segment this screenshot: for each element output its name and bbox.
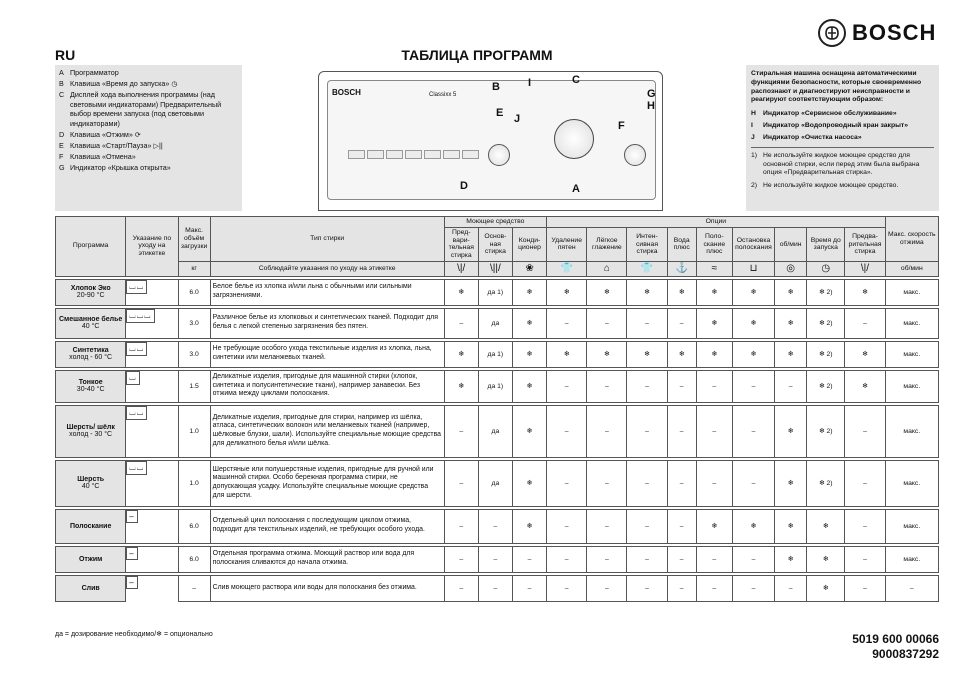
option-cell: ❄: [667, 341, 696, 367]
option-cell: –: [478, 509, 512, 543]
care-label-cell: –: [126, 547, 137, 560]
option-cell: ❄: [547, 279, 587, 305]
option-cell: –: [444, 460, 478, 506]
legend-item: [59, 79, 238, 89]
option-cell: –: [547, 575, 587, 601]
option-cell: –: [732, 546, 774, 572]
option-cell: ❄: [444, 341, 478, 367]
option-cell: да: [478, 308, 512, 338]
option-cell: ❄: [807, 575, 845, 601]
option-cell: ❄: [667, 279, 696, 305]
col-stain-removal: Удаление пятен: [547, 227, 587, 261]
max-load-cell: –: [178, 575, 210, 601]
option-cell: ❄: [845, 370, 885, 402]
option-cell: ❄: [845, 341, 885, 367]
option-cell: да: [478, 460, 512, 506]
option-cell: –: [547, 460, 587, 506]
panel-button: [386, 150, 403, 159]
option-cell: –: [732, 405, 774, 457]
max-load-cell: 6.0: [178, 546, 210, 572]
panel-button-row: [348, 150, 479, 159]
legend-text: Индикатор «Сервисное обслуживание»: [763, 110, 897, 118]
programme-selector-knob-icon: [554, 119, 594, 159]
option-cell: –: [587, 308, 627, 338]
legend-text: Индикатор «Крышка открыта»: [70, 162, 171, 172]
programme-table: [55, 216, 939, 602]
header-row: [56, 217, 939, 228]
legend-key: A: [59, 68, 64, 77]
legend-item: [59, 68, 238, 78]
programme-name-cell: [56, 509, 126, 543]
option-cell: –: [587, 460, 627, 506]
option-cell: –: [547, 546, 587, 572]
care-label-cell: ⌴⌴: [126, 461, 147, 475]
legend-key: G: [59, 162, 65, 172]
wash-type-description: Слив моющего раствора или воды для полоскания без отжима.: [210, 575, 444, 601]
option-cell: –: [478, 546, 512, 572]
programme-name-cell: [56, 279, 126, 305]
col-wash-type-note: Соблюдайте указания по уходу на этикетке: [210, 262, 444, 277]
intensive-wash-icon: 👕: [627, 262, 667, 277]
panel-button: [443, 150, 460, 159]
option-cell: –: [587, 370, 627, 402]
wash-type-description: Различное белье из хлопковых и синтетических тканей. Подходит для белья с легкой степенью загрязнения без пятен.: [210, 308, 444, 338]
option-cell: –: [627, 370, 667, 402]
programme-temperature: холод - 30 °C: [69, 431, 113, 439]
col-kg: кг: [178, 262, 210, 277]
col-delay-start: Время до запуска: [807, 227, 845, 261]
option-cell: ❄: [512, 405, 546, 457]
col-rpm: об/мин: [775, 227, 807, 261]
option-cell: ❄: [732, 509, 774, 543]
option-cell: –: [512, 575, 546, 601]
bottom-footnote: да = дозирование необходимо/❄ = опционально: [55, 631, 213, 638]
option-cell: ❄: [775, 405, 807, 457]
programme-temperature: 30-40 °C: [76, 386, 105, 394]
brand-logo: [818, 16, 936, 50]
brand-name: BOSCH: [852, 20, 937, 45]
option-cell: –: [627, 546, 667, 572]
spin-icon: ◎: [775, 262, 807, 277]
option-cell: ❄: [627, 279, 667, 305]
option-cell: –: [732, 370, 774, 402]
option-cell: –: [845, 405, 885, 457]
option-cell: –: [775, 575, 807, 601]
care-label-cell: ⌴⌴: [126, 280, 147, 294]
legend-key: C: [59, 90, 65, 99]
table-row: [56, 546, 939, 572]
footnote-key: 2): [751, 182, 758, 190]
table-row: [56, 370, 939, 402]
option-cell: ❄: [512, 308, 546, 338]
control-panel: [327, 80, 656, 200]
page-title: ТАБЛИЦА ПРОГРАММ: [401, 47, 553, 63]
col-program: Программа: [56, 217, 126, 277]
option-cell: –: [775, 370, 807, 402]
option-cell: ❄ 2): [807, 370, 845, 402]
option-cell: –: [732, 575, 774, 601]
option-cell: ❄: [547, 341, 587, 367]
option-cell: ❄: [512, 370, 546, 402]
callout-i: I: [528, 77, 532, 89]
option-cell: ❄: [444, 370, 478, 402]
option-cell: ❄: [512, 460, 546, 506]
panel-button: [462, 150, 479, 159]
max-load-cell: 3.0: [178, 341, 210, 367]
machine-model: Classixx 5: [429, 92, 457, 98]
option-cell: –: [627, 405, 667, 457]
option-cell: ❄: [845, 279, 885, 305]
option-cell: –: [845, 509, 885, 543]
col-prewash: Пред-вари-тельная стирка: [444, 227, 478, 261]
footnote: [751, 152, 934, 178]
option-cell: ❄: [732, 308, 774, 338]
col-conditioner: Конди-ционер: [512, 227, 546, 261]
iron-icon: ⌂: [587, 262, 627, 277]
option-cell: ❄: [587, 279, 627, 305]
callout-j: J: [514, 113, 521, 125]
programme-name: Слив: [81, 584, 100, 592]
option-cell: ❄: [732, 279, 774, 305]
programme-name: Полоскание: [69, 522, 112, 530]
document-code: 9000837292: [872, 647, 939, 661]
col-easy-iron: Лёгкое глажение: [587, 227, 627, 261]
rinse-plus-icon: ≈: [696, 262, 732, 277]
programme-table-body: [56, 276, 939, 601]
programme-name-cell: [56, 341, 126, 367]
option-cell: –: [547, 308, 587, 338]
callout-g: G: [647, 88, 656, 100]
option-cell: –: [845, 308, 885, 338]
max-load-cell: 6.0: [178, 509, 210, 543]
legend-key: B: [59, 79, 64, 88]
panel-button: [424, 150, 441, 159]
option-cell: –: [696, 546, 732, 572]
option-cell: –: [587, 546, 627, 572]
panel-button: [348, 150, 365, 159]
callout-h: H: [647, 100, 655, 112]
option-cell: ❄ 2): [807, 460, 845, 506]
water-plus-icon: ⚓: [667, 262, 696, 277]
option-cell: макс.: [885, 509, 938, 543]
option-cell: –: [547, 509, 587, 543]
prewash-compartment-icon: \|/: [444, 262, 478, 277]
option-cell: –: [667, 405, 696, 457]
document-code: 5019 600 00066: [852, 632, 939, 646]
legend-text: Клавиша «Старт/Пауза» ▷||: [70, 140, 163, 150]
legend-text: Клавиша «Время до запуска» ◷: [70, 79, 178, 88]
programme-name: Смешанное белье: [59, 316, 123, 324]
conditioner-compartment-icon: ❀: [512, 262, 546, 277]
option-cell: макс.: [885, 370, 938, 402]
table-row: [56, 308, 939, 338]
callout-d: D: [460, 180, 468, 192]
care-label-cell: –: [126, 510, 137, 523]
footnote-text: Не используйте жидкое моющее средство для основной стирки, если перед этим была выбрана опция «Предварительная стирка».: [763, 151, 920, 177]
legend-key: D: [59, 129, 65, 139]
clock-icon: ◷: [807, 262, 845, 277]
callout-c: C: [572, 74, 580, 86]
machine-brand: BOSCH: [332, 88, 361, 97]
programme-name: Тонкое: [78, 379, 103, 387]
table-row: [56, 279, 939, 305]
option-cell: ❄: [807, 546, 845, 572]
option-cell: –: [845, 460, 885, 506]
legend-text: Индикатор «Очистка насоса»: [763, 133, 862, 141]
main-wash-compartment-icon: \||/: [478, 262, 512, 277]
footnote: [751, 182, 934, 191]
legend-item: [59, 90, 238, 128]
col-main-wash: Основ-ная стирка: [478, 227, 512, 261]
option-cell: –: [667, 546, 696, 572]
option-cell: –: [667, 460, 696, 506]
option-cell: ❄: [512, 279, 546, 305]
care-label-cell: ⌴: [126, 371, 139, 385]
col-water-plus: Вода плюс: [667, 227, 696, 261]
option-cell: –: [444, 575, 478, 601]
col-rinse-plus: Поло-скание плюс: [696, 227, 732, 261]
option-cell: ❄: [444, 279, 478, 305]
programme-name: Синтетика: [72, 347, 109, 355]
legend-item: [59, 152, 238, 162]
option-cell: макс.: [885, 405, 938, 457]
wash-type-description: Деликатные изделия, пригодные для машинной стирки (хлопок, синтетика и полусинтетические ткани), например занавески. Без отжима между циклами полоскания.: [210, 370, 444, 402]
option-cell: –: [627, 308, 667, 338]
col-max-load: Макс. объём загрузки: [178, 217, 210, 262]
legend-item: [751, 110, 934, 119]
programme-name-cell: [56, 370, 126, 402]
table-row: [56, 405, 939, 457]
programme-temperature: 40 °C: [81, 483, 100, 491]
option-cell: ❄: [775, 546, 807, 572]
option-cell: да: [478, 405, 512, 457]
programme-name-cell: [56, 308, 126, 338]
care-label-cell: ⌴⌴: [126, 342, 147, 356]
option-cell: ❄: [696, 308, 732, 338]
machine-control-panel-diagram: [318, 71, 663, 211]
delay-start-knob-icon: [488, 144, 510, 166]
option-cell: ❄: [807, 509, 845, 543]
care-label-cell: ⌴⌴⌴: [126, 309, 154, 323]
callout-a: A: [572, 183, 580, 195]
col-group-options: Опции: [547, 217, 886, 228]
option-cell: ❄: [696, 279, 732, 305]
col-intensive: Интен-сивная стирка: [627, 227, 667, 261]
option-cell: –: [587, 509, 627, 543]
language-code: RU: [55, 47, 76, 63]
legend-text: Индикатор «Водопроводный кран закрыт»: [763, 122, 909, 130]
col-rinse-hold: Остановка полоскания: [732, 227, 774, 261]
wash-type-description: Не требующие особого ухода текстильные изделия из хлопка, льна, синтетики или меланжевых тканей.: [210, 341, 444, 367]
table-row: [56, 341, 939, 367]
programme-name-cell: [56, 405, 126, 457]
option-cell: макс.: [885, 460, 938, 506]
safety-intro: Стиральная машина оснащена автоматическими функциями безопасности, которые своевременно распознают и диагностируют неисправности и реагируют соответствующим образом:: [751, 70, 922, 104]
start-pause-knob-icon: [624, 144, 646, 166]
callout-e: E: [496, 107, 504, 119]
option-cell: –: [696, 460, 732, 506]
controls-legend: [55, 65, 242, 211]
document-codes: [827, 632, 939, 662]
option-cell: –: [667, 370, 696, 402]
stain-removal-icon: 👕: [547, 262, 587, 277]
legend-text: Программатор: [70, 68, 119, 77]
wash-type-description: Деликатные изделия, пригодные для стирки, например из шёлка, атласа, синтетических волокон или меланжевых тканей (например, шёлковые блузки, шали). Используйте специальные моющие средства для деликатного белья и/или шёлка.: [210, 405, 444, 457]
option-cell: –: [845, 546, 885, 572]
legend-key: E: [59, 140, 64, 150]
option-cell: ❄: [587, 341, 627, 367]
safety-legend: [746, 65, 939, 211]
legend-key: H: [751, 110, 756, 118]
option-cell: –: [444, 405, 478, 457]
prewash-icon: \|/: [845, 262, 885, 277]
programme-temperature: 20-90 °C: [76, 292, 105, 300]
option-cell: –: [667, 575, 696, 601]
col-rpm-unit: об/мин: [885, 262, 938, 277]
care-label-cell: –: [126, 576, 137, 589]
programme-name: Шерсть: [77, 476, 105, 484]
footnote-text: Не используйте жидкое моющее средство.: [763, 182, 899, 190]
programme-name-cell: [56, 460, 126, 506]
option-cell: –: [587, 575, 627, 601]
legend-text: Клавиша «Отмена»: [70, 151, 136, 161]
max-load-cell: 1.5: [178, 370, 210, 402]
table-row: [56, 575, 939, 601]
option-cell: ❄: [627, 341, 667, 367]
option-cell: –: [478, 575, 512, 601]
option-cell: –: [627, 575, 667, 601]
option-cell: ❄ 2): [807, 308, 845, 338]
option-cell: ❄: [775, 279, 807, 305]
legend-key: I: [751, 122, 753, 130]
max-load-cell: 3.0: [178, 308, 210, 338]
option-cell: –: [547, 405, 587, 457]
wash-type-description: Шерстяные или полушерстяные изделия, пригодные для ручной или машинной стирки. Особо бережная программа стирки, не допускающая усадку. Используйте специальные моющие средства для шерсти.: [210, 460, 444, 506]
legend-item: [751, 122, 934, 131]
option-cell: –: [885, 575, 938, 601]
option-cell: ❄: [775, 308, 807, 338]
divider: [751, 147, 934, 148]
legend-text: Клавиша «Отжим» ⟳: [70, 129, 141, 139]
option-cell: ❄: [696, 341, 732, 367]
legend-item: [59, 130, 238, 140]
option-cell: ❄: [775, 460, 807, 506]
option-cell: –: [444, 308, 478, 338]
option-cell: ❄: [775, 509, 807, 543]
option-cell: –: [845, 575, 885, 601]
option-cell: –: [696, 575, 732, 601]
option-cell: ❄: [732, 341, 774, 367]
option-cell: –: [696, 405, 732, 457]
option-cell: ❄ 2): [807, 279, 845, 305]
programme-name: Шерсть/ шёлк: [66, 424, 115, 432]
option-cell: макс.: [885, 546, 938, 572]
col-max-spin: Макс. скорость отжима: [885, 217, 938, 262]
programme-temperature: холод - 60 °C: [69, 354, 113, 362]
option-cell: да 1): [478, 341, 512, 367]
option-cell: –: [667, 308, 696, 338]
option-cell: –: [627, 509, 667, 543]
wash-type-description: Белое белье из хлопка и/или льна с обычными или сильными загрязнениями.: [210, 279, 444, 305]
max-load-cell: 1.0: [178, 460, 210, 506]
programme-name-cell: [56, 575, 126, 601]
programme-temperature: 40 °C: [81, 323, 100, 331]
header-row: [56, 262, 939, 277]
panel-button: [367, 150, 384, 159]
option-cell: –: [587, 405, 627, 457]
option-cell: ❄: [775, 341, 807, 367]
legend-item: [751, 134, 934, 143]
option-cell: макс.: [885, 308, 938, 338]
table-row: [56, 509, 939, 543]
legend-item: [59, 163, 238, 173]
bosch-emblem-icon: [818, 19, 846, 47]
option-cell: –: [444, 509, 478, 543]
wash-type-description: Отдельная программа отжима. Моющий раствор или вода для полоскания сливаются до начала отжима.: [210, 546, 444, 572]
option-cell: –: [512, 546, 546, 572]
option-cell: макс.: [885, 279, 938, 305]
care-label-cell: ⌴⌴: [126, 406, 147, 420]
footnote-key: 1): [751, 151, 758, 159]
programme-name-cell: [56, 546, 126, 572]
programme-name: Отжим: [78, 555, 103, 563]
callout-f: F: [618, 120, 625, 132]
option-cell: –: [696, 370, 732, 402]
option-cell: да 1): [478, 279, 512, 305]
table-row: [56, 460, 939, 506]
legend-key: J: [751, 133, 755, 141]
option-cell: –: [547, 370, 587, 402]
max-load-cell: 6.0: [178, 279, 210, 305]
callout-b: B: [492, 81, 500, 93]
rinse-hold-icon: ⊔: [732, 262, 774, 277]
legend-text: Дисплей хода выполнения программы (над световыми индикаторами) Предварительный выбор времени запуска (под световыми индикаторами): [70, 90, 222, 128]
legend-key: F: [59, 151, 64, 161]
option-cell: ❄: [512, 509, 546, 543]
option-cell: ❄ 2): [807, 405, 845, 457]
option-cell: –: [444, 546, 478, 572]
col-group-detergent: Моющее средство: [444, 217, 546, 228]
option-cell: –: [627, 460, 667, 506]
panel-button: [405, 150, 422, 159]
legend-item: [59, 141, 238, 151]
option-cell: –: [732, 460, 774, 506]
col-care-label: Указание по уходу на этикетке: [126, 217, 178, 277]
max-load-cell: 1.0: [178, 405, 210, 457]
machine-body: [318, 71, 663, 211]
option-cell: макс.: [885, 341, 938, 367]
col-option-prewash: Предва-рительная стирка: [845, 227, 885, 261]
col-wash-type: Тип стирки: [210, 217, 444, 262]
option-cell: ❄: [512, 341, 546, 367]
option-cell: ❄ 2): [807, 341, 845, 367]
programme-name: Хлопок Эко: [70, 285, 111, 293]
option-cell: –: [667, 509, 696, 543]
wash-type-description: Отдельный цикл полоскания с последующим циклом отжима, подходит для текстильных изделий, не требующих особого ухода.: [210, 509, 444, 543]
option-cell: да 1): [478, 370, 512, 402]
option-cell: ❄: [696, 509, 732, 543]
